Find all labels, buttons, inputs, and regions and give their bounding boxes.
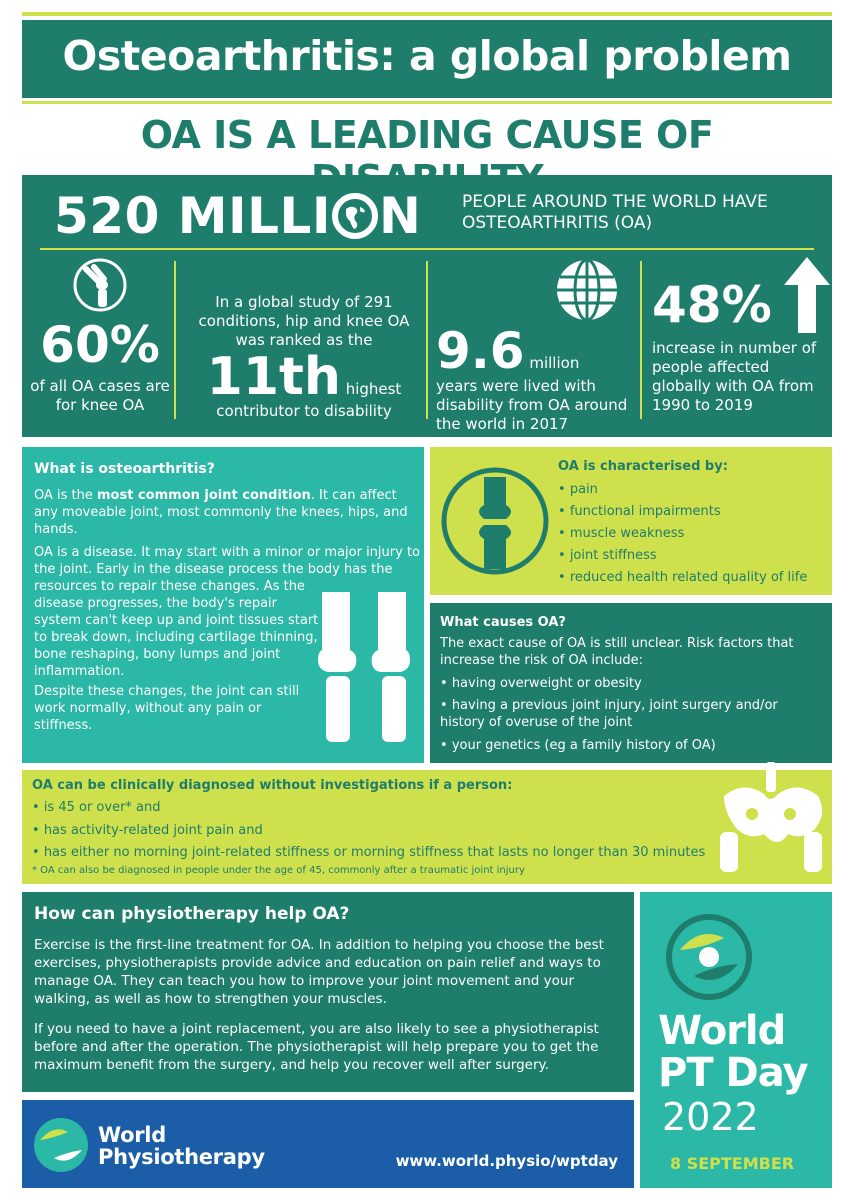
rank-suffix: highest xyxy=(345,380,402,398)
what-is-oa-panel xyxy=(22,447,424,763)
list-item: • has activity-related joint pain and xyxy=(32,823,263,838)
years-unit: million xyxy=(529,354,580,372)
physio-panel xyxy=(22,892,634,1092)
up-arrow-icon xyxy=(784,257,830,338)
column-divider xyxy=(426,261,428,419)
diagnosis-text: has activity-related joint pain and xyxy=(43,823,263,838)
rank-value: 11th xyxy=(206,347,341,407)
what-paragraph-2a: OA is a disease. It may start with a minor or major injury to the joint. Early in the disease process the body has the resources to repair these changes. As the xyxy=(34,545,420,594)
stat-knee xyxy=(30,257,170,415)
rank-intro: In a global study of 291 conditions, hip and knee OA was ranked as the xyxy=(198,293,410,349)
world-grid-icon xyxy=(436,257,636,325)
website-link[interactable]: www.world.physio/wptday xyxy=(395,1152,618,1170)
title-accent-line xyxy=(22,101,832,104)
pt-day-title xyxy=(658,1010,808,1094)
increase-text: increase in number of people affected globally with OA from 1990 to 2019 xyxy=(652,339,817,414)
joint-icon xyxy=(440,457,550,589)
pt-day-line1: World xyxy=(658,1008,786,1054)
physio-heading: How can physiotherapy help OA? xyxy=(34,904,350,924)
globe-icon xyxy=(332,193,378,239)
diagnosis-heading: OA can be clinically diagnosed without investigations if a person: xyxy=(32,778,513,793)
brand-name xyxy=(98,1124,265,1168)
what-heading: What is osteoarthritis? xyxy=(34,461,215,477)
years-value: 9.6 xyxy=(436,322,525,380)
cause-text: having a previous joint injury, joint surgery and/or history of overuse of the joint xyxy=(440,698,778,730)
cause-text: having overweight or obesity xyxy=(451,676,642,691)
list-item: • is 45 or over* and xyxy=(32,800,161,815)
list-item: • reduced health related quality of life xyxy=(558,570,807,592)
causes-heading: What causes OA? xyxy=(440,615,566,630)
stats-panel xyxy=(22,175,832,437)
years-text: years were lived with disability from OA around the world in 2017 xyxy=(436,377,628,433)
list-item: • functional impairments xyxy=(558,504,807,526)
pt-day-line2: PT Day xyxy=(658,1050,808,1096)
rank-text: contributor to disability xyxy=(216,402,392,420)
world-pt-day-panel xyxy=(640,892,832,1188)
characterised-panel xyxy=(430,447,832,595)
stat-increase xyxy=(652,257,822,415)
hip-pelvis-icon xyxy=(712,762,830,876)
what-paragraph-3: Despite these changes, the joint can still work normally, without any pain or stiffness. xyxy=(34,684,300,733)
stat-years xyxy=(436,257,636,434)
causes-intro: The exact cause of OA is still unclear. Risk factors that increase the risk of OA include: xyxy=(440,636,794,668)
list-item: • joint stiffness xyxy=(558,548,807,570)
what-paragraph-2b: disease progresses, the body's repair system can't keep up and joint tissues start to break down, including cartilage thinning, bone reshaping, bony lumps and joint inflammation. xyxy=(34,596,319,679)
knee-stat-value: 60% xyxy=(40,316,160,374)
characterised-list xyxy=(558,482,807,592)
world-pt-day-logo-icon xyxy=(666,914,752,1004)
physio-paragraph-2: If you need to have a joint replacement, you are also likely to see a physiotherapist before and after the operation. The physiotherapist will help prepare you to get the maximum benefit from the surgery, and help you recover well after surgery. xyxy=(34,1021,599,1073)
top-accent-line xyxy=(22,12,832,16)
cause-text: your genetics (eg a family history of OA) xyxy=(451,738,716,753)
brand-name-line1: World xyxy=(98,1123,166,1147)
world-physiotherapy-logo-icon xyxy=(32,1116,90,1178)
causes-panel xyxy=(430,603,832,763)
brand-name-line2: Physiotherapy xyxy=(98,1145,265,1169)
pt-day-year: 2022 xyxy=(662,1095,759,1139)
what-p1-post: . It can affect any moveable joint, most commonly the knees, hips, and hands. xyxy=(34,488,408,537)
physio-paragraph-1: Exercise is the first-line treatment for OA. In addition to helping you choose the best exercises, physiotherapists provide advice and education on pain relief and ways to manage OA. They can teach you how to improve your joint movement and your walking, as well as how to strengthen your muscles. xyxy=(34,937,604,1007)
knee-joint-icon xyxy=(30,257,170,319)
what-paragraph-1 xyxy=(34,487,416,538)
headline: OA IS A LEADING CAUSE OF xyxy=(140,113,714,157)
list-item: • having overweight or obesity xyxy=(440,676,642,691)
diagnosis-note: * OA can also be diagnosed in people under the age of 45, commonly after a traumatic joint injury xyxy=(32,865,525,876)
knee-stat-text: of all OA cases are for knee OA xyxy=(30,377,170,414)
brand-footer xyxy=(22,1100,634,1188)
big-number-post: N xyxy=(378,187,422,245)
knees-illustration-icon xyxy=(314,592,420,746)
diagnosis-panel xyxy=(22,770,832,884)
pt-day-date: 8 SEPTEMBER xyxy=(670,1154,795,1173)
big-number-pre: 520 MILLI xyxy=(54,187,331,245)
what-p1-bold: most common joint condition xyxy=(97,488,311,503)
increase-value: 48% xyxy=(652,276,772,334)
stats-divider xyxy=(40,248,814,250)
list-item: • has either no morning joint-related stiffness or morning stiffness that lasts no longer than 30 minutes xyxy=(32,845,706,860)
column-divider xyxy=(640,261,642,419)
list-item: • pain xyxy=(558,482,807,504)
title-banner xyxy=(22,20,832,98)
big-number-description: PEOPLE AROUND THE WORLD HAVE OSTEOARTHRITIS (OA) xyxy=(462,192,768,233)
diagnosis-text: has either no morning joint-related stiffness or morning stiffness that lasts no longer than 30 minutes xyxy=(43,845,706,860)
list-item: • your genetics (eg a family history of OA) xyxy=(440,738,716,753)
column-divider xyxy=(174,261,176,419)
stat-rank xyxy=(192,293,416,421)
what-p1-pre: OA is the xyxy=(34,488,98,503)
characterised-heading: OA is characterised by: xyxy=(558,459,728,474)
list-item: • having a previous joint injury, joint surgery and/or history of overuse of the joint xyxy=(440,698,778,730)
big-number xyxy=(54,187,421,245)
diagnosis-text: is 45 or over* and xyxy=(43,800,161,815)
list-item: • muscle weakness xyxy=(558,526,807,548)
page-title: Osteoarthritis: a global problem xyxy=(62,32,792,80)
